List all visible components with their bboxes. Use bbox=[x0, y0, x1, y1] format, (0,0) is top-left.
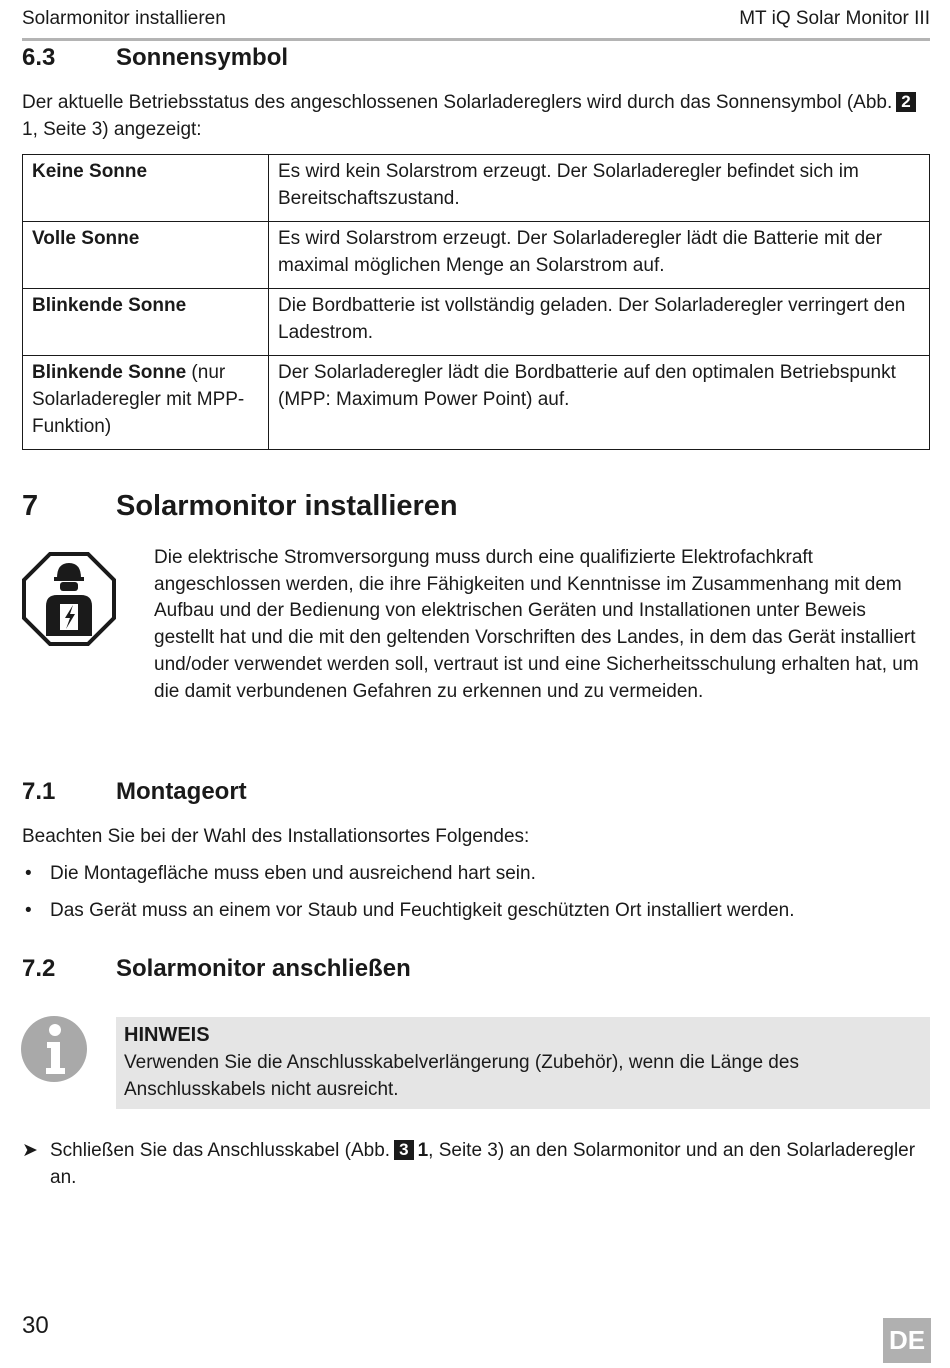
intro-text: Der aktuelle Betriebsstatus des angeschlossenen Solarladereglers wird durch das Sonnensymbol (Abb. bbox=[22, 92, 893, 113]
section-number: 7 bbox=[22, 490, 39, 522]
qualified-electrician-icon bbox=[22, 552, 116, 646]
section-7-2-heading bbox=[22, 955, 411, 983]
info-icon bbox=[20, 1015, 88, 1083]
section-title: Solarmonitor anschließen bbox=[116, 955, 411, 982]
electrician-warning-text: Die elektrische Stromversorgung muss durch eine qualifizierte Elektrofachkraft angeschlossen werden, die ihre Fähigkeiten und Kenntnisse im Zusammenhang mit dem Aufbau und der Bedienung von elektrischen Geräten und Installationen unter Beweis gestellt hat und die mit den geltenden Vorschriften des Landes, in dem das Gerät installiert und/oder verwendet werden soll, vertraut ist und eine Sicherheitsschulung erhalten hat, um die damit verbundenen Gefahren zu erkennen und zu vermeiden. bbox=[154, 547, 919, 702]
status-label: Volle Sonne bbox=[32, 228, 140, 249]
language-badge: DE bbox=[883, 1318, 931, 1363]
figure-ref-badge: 2 bbox=[896, 92, 915, 112]
table-row bbox=[23, 289, 930, 356]
section-7-heading bbox=[22, 490, 458, 523]
status-label-cell bbox=[23, 356, 269, 450]
figure-item-number: 1 bbox=[417, 1140, 429, 1161]
section-number: 6.3 bbox=[22, 44, 56, 71]
list-item bbox=[22, 897, 930, 924]
status-description-cell: Es wird kein Solarstrom erzeugt. Der Solarladeregler befindet sich im Bereitschaftszustand. bbox=[269, 155, 930, 222]
page-number: 30 bbox=[22, 1312, 49, 1339]
note-box bbox=[116, 1017, 930, 1109]
status-label: Keine Sonne bbox=[32, 161, 148, 182]
list-item-text: Die Montagefläche muss eben und ausreichend hart sein. bbox=[50, 863, 536, 884]
list-item-text: Das Gerät muss an einem vor Staub und Feuchtigkeit geschützten Ort installiert werden. bbox=[50, 900, 795, 921]
status-label-cell bbox=[23, 222, 269, 289]
status-description-cell: Der Solarladeregler lädt die Bordbatterie auf den optimalen Betriebspunkt (MPP: Maximum Power Point) auf. bbox=[269, 356, 930, 450]
section-7-1-heading bbox=[22, 778, 247, 806]
instruction-step bbox=[22, 1137, 930, 1191]
section-6-3-heading bbox=[22, 44, 288, 72]
header-product-name: MT iQ Solar Monitor III bbox=[739, 8, 930, 29]
page-header bbox=[22, 8, 930, 41]
sun-symbol-status-table bbox=[22, 154, 930, 450]
intro-text-end: 1, Seite 3) angezeigt: bbox=[22, 119, 202, 140]
step-text-end: , Seite 3) an den Solarmonitor und an den Solarladeregler an. bbox=[50, 1140, 916, 1188]
figure-ref-badge: 3 bbox=[394, 1140, 413, 1160]
table-row bbox=[23, 222, 930, 289]
step-arrow-icon: ➤ bbox=[22, 1140, 38, 1161]
list-item bbox=[22, 860, 930, 887]
bullet-icon: • bbox=[25, 863, 32, 884]
status-label-cell bbox=[23, 155, 269, 222]
step-text: Schließen Sie das Anschlusskabel (Abb. bbox=[50, 1140, 391, 1161]
status-label: Blinkende Sonne bbox=[32, 295, 187, 316]
section-title: Solarmonitor installieren bbox=[116, 490, 458, 522]
section-number: 7.1 bbox=[22, 778, 56, 805]
section-title: Sonnensymbol bbox=[116, 44, 289, 71]
bullet-icon: • bbox=[25, 900, 32, 921]
table-row bbox=[23, 155, 930, 222]
note-text: Verwenden Sie die Anschlusskabelverlängerung (Zubehör), wenn die Länge des Anschlusskabels nicht ausreicht. bbox=[124, 1052, 799, 1100]
section-number: 7.2 bbox=[22, 955, 56, 982]
section-title: Montageort bbox=[116, 778, 247, 805]
status-label: Blinkende Sonne bbox=[32, 362, 187, 383]
status-description-cell: Die Bordbatterie ist vollständig geladen. Der Solarladeregler verringert den Ladestrom. bbox=[269, 289, 930, 356]
status-description-cell: Es wird Solarstrom erzeugt. Der Solarladeregler lädt die Batterie mit der maximal möglichen Menge an Solarstrom auf. bbox=[269, 222, 930, 289]
header-chapter-title: Solarmonitor installieren bbox=[22, 8, 226, 29]
status-label-note: (nur Solarladeregler mit MPP-Funktion) bbox=[32, 362, 245, 437]
mounting-requirements-list bbox=[22, 860, 930, 934]
note-title: HINWEIS bbox=[124, 1024, 210, 1046]
status-label-cell bbox=[23, 289, 269, 356]
section-7-1-intro: Beachten Sie bei der Wahl des Installationsortes Folgendes: bbox=[22, 826, 530, 847]
section-6-3-intro bbox=[22, 89, 930, 143]
table-row bbox=[23, 356, 930, 450]
